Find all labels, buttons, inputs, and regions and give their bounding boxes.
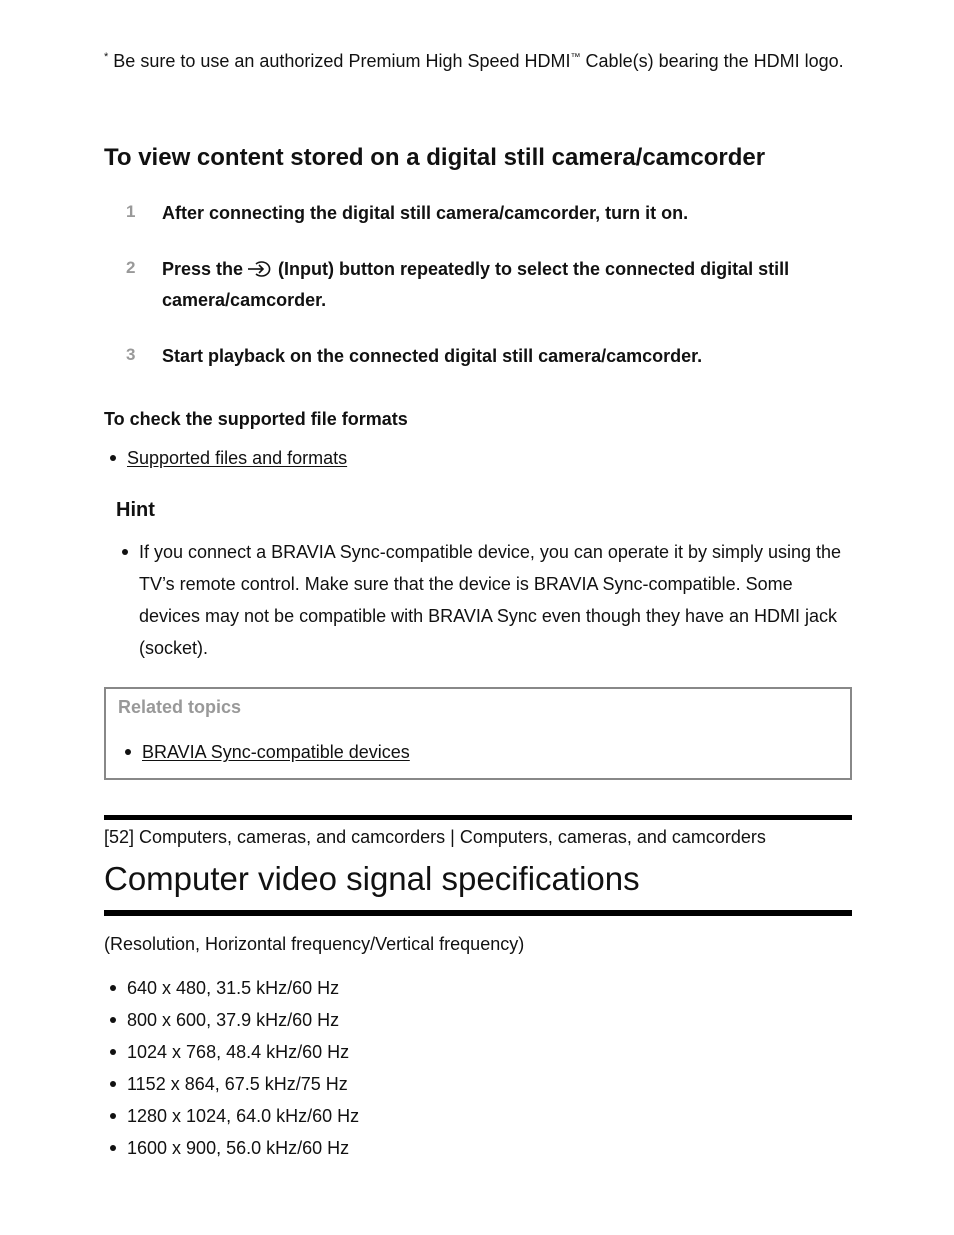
hint-title: Hint xyxy=(116,499,155,521)
list-item: 640 x 480, 31.5 kHz/60 Hz xyxy=(104,972,359,1004)
step-text-after: (Input) button repeatedly to select the connected digital still camera/camcorder. xyxy=(162,259,790,310)
hint-item: If you connect a BRAVIA Sync-compatible device, you can operate it by simply using the TV’s remote control. Make sure that the device is BRAVIA Sync-compatible. Some devices may not be compatible with BRAVIA Sync even though they have an HDMI jack (socket). xyxy=(116,536,852,664)
list-item: 1280 x 1024, 64.0 kHz/60 Hz xyxy=(104,1100,359,1132)
related-topics-list xyxy=(119,736,410,768)
list-item xyxy=(104,442,347,474)
step-number: 3 xyxy=(126,345,136,364)
step-text: After connecting the digital still camera/camcorder, turn it on. xyxy=(162,203,689,223)
section-divider-bottom xyxy=(104,910,852,916)
breadcrumb: [52] Computers, cameras, and camcorders | Computers, cameras, and camcorders xyxy=(104,827,766,847)
formats-heading: To check the supported file formats xyxy=(104,409,408,429)
spec-intro: (Resolution, Horizontal frequency/Vertical frequency) xyxy=(104,934,525,954)
hint-list xyxy=(116,536,852,664)
bravia-sync-devices-link[interactable]: BRAVIA Sync-compatible devices xyxy=(142,742,410,762)
related-topics-box xyxy=(104,687,852,780)
related-topics-title: Related topics xyxy=(118,697,242,717)
step-text-before: Press the xyxy=(162,259,244,279)
step-2 xyxy=(104,254,852,316)
note-text-before: Be sure to use an authorized Premium High Speed HDMI xyxy=(113,51,571,71)
formats-list xyxy=(104,442,347,474)
list-item: 1024 x 768, 48.4 kHz/60 Hz xyxy=(104,1036,359,1068)
page-title: Computer video signal specifications xyxy=(104,860,640,897)
camera-steps xyxy=(104,198,852,397)
supported-files-link[interactable]: Supported files and formats xyxy=(127,448,348,468)
list-item xyxy=(119,736,410,768)
step-number: 2 xyxy=(126,258,136,277)
step-text: Start playback on the connected digital still camera/camcorder. xyxy=(162,346,703,366)
section-divider-top xyxy=(104,815,852,820)
list-item: 1152 x 864, 67.5 kHz/75 Hz xyxy=(104,1068,359,1100)
spec-list xyxy=(104,972,359,1164)
list-item: 1600 x 900, 56.0 kHz/60 Hz xyxy=(104,1132,359,1164)
step-3 xyxy=(104,341,852,372)
step-1 xyxy=(104,198,852,229)
note-text-after: Cable(s) bearing the HDMI logo. xyxy=(585,51,844,71)
step-number: 1 xyxy=(126,202,136,221)
camera-section-heading: To view content stored on a digital still camera/camcorder xyxy=(104,144,766,171)
hdmi-cable-note xyxy=(104,46,852,77)
list-item: 800 x 600, 37.9 kHz/60 Hz xyxy=(104,1004,359,1036)
input-icon xyxy=(248,257,278,275)
trademark-symbol: ™ xyxy=(570,52,581,63)
footnote-marker: * xyxy=(104,51,109,63)
